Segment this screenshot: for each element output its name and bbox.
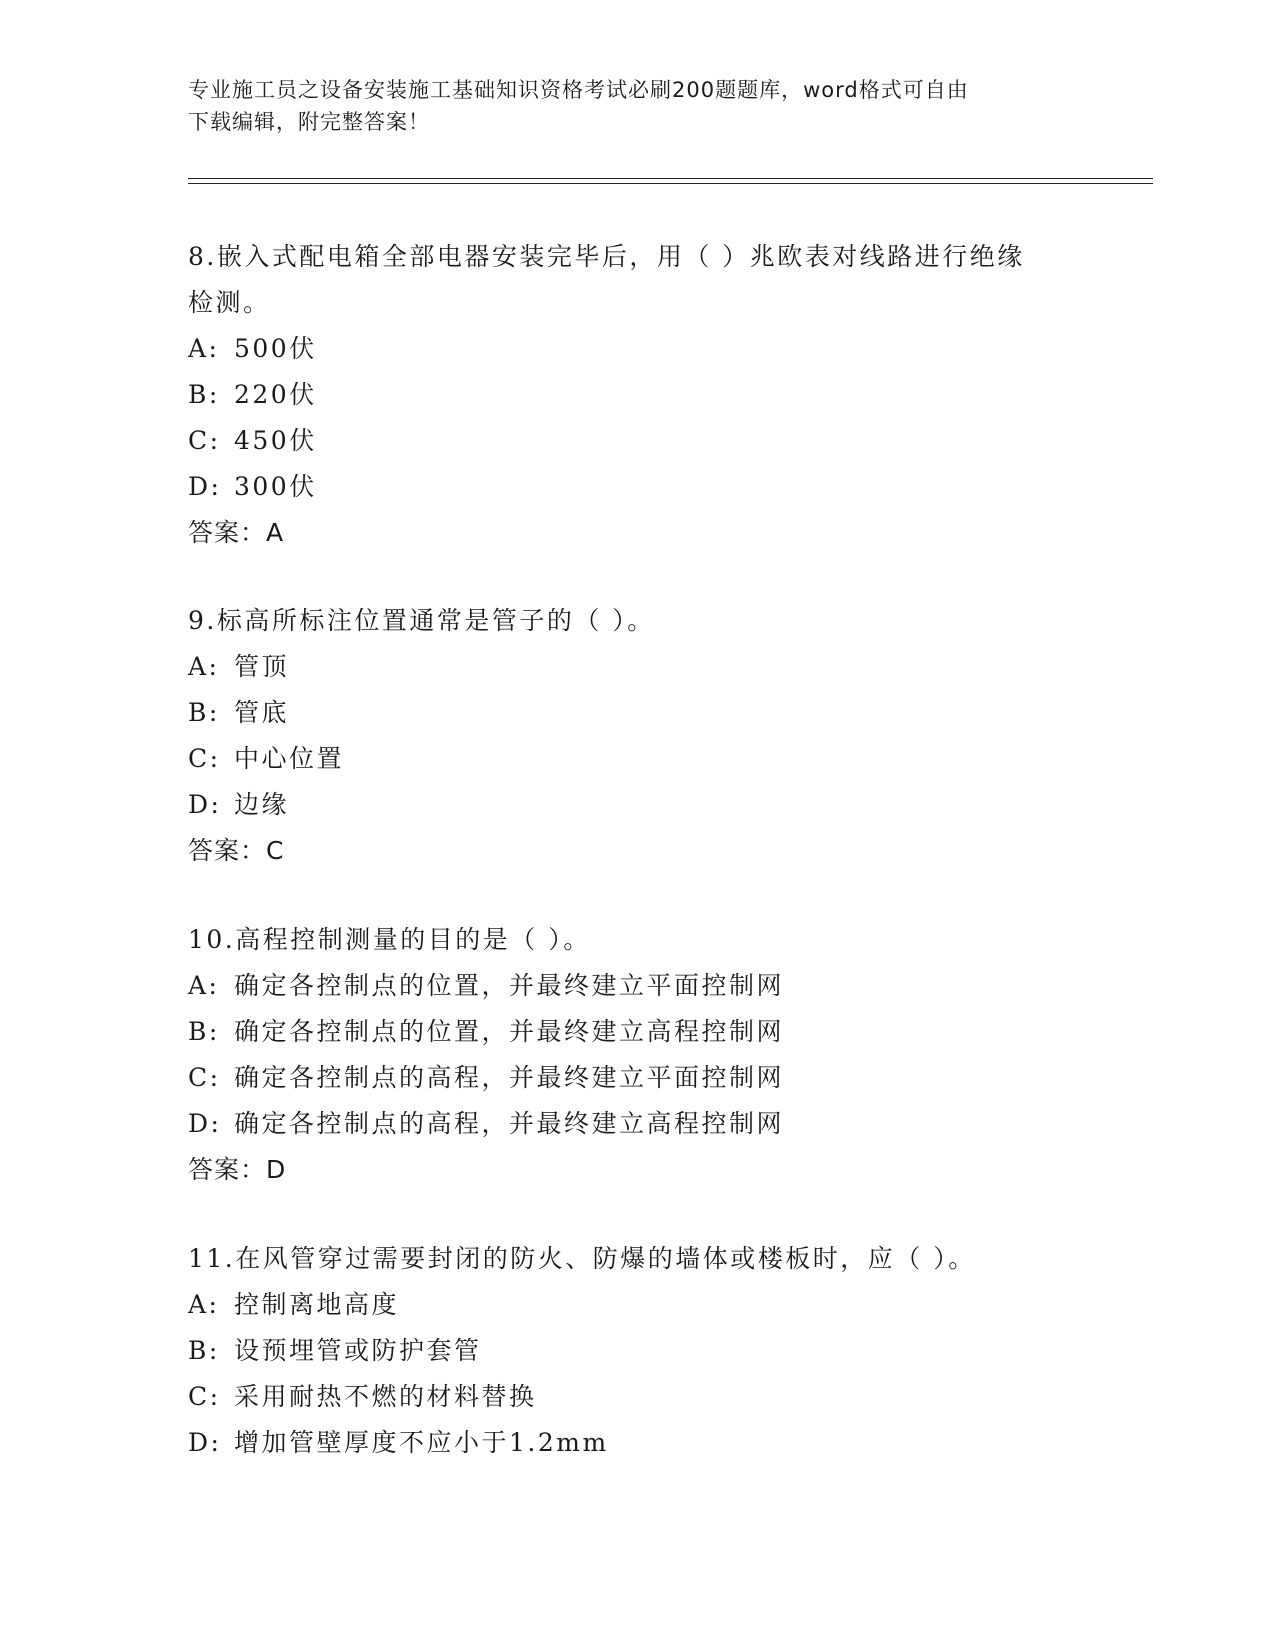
option-letter: A: (188, 334, 220, 363)
option-text: 确定各控制点的高程，并最终建立平面控制网 (234, 1063, 785, 1092)
option-letter: B: (188, 1336, 220, 1365)
option-c (188, 1374, 1088, 1420)
option-letter: C: (188, 1382, 221, 1411)
option-d (188, 1101, 1088, 1147)
option-d (188, 782, 1088, 828)
question-text (188, 234, 1088, 326)
option-text: 采用耐热不燃的材料替换 (234, 1382, 537, 1411)
option-a (188, 1282, 1088, 1328)
option-letter: A: (188, 971, 220, 1000)
question-8 (188, 234, 1088, 556)
option-c (188, 418, 1088, 464)
header-line-1: 专业施工员之设备安装施工基础知识资格考试必刷200题题库，word格式可自由 (188, 78, 969, 102)
option-text: 边缘 (234, 790, 290, 819)
option-letter: A: (188, 1290, 220, 1319)
option-text: 管底 (234, 698, 290, 727)
option-text: 确定各控制点的位置，并最终建立高程控制网 (234, 1017, 785, 1046)
option-letter: B: (188, 380, 220, 409)
document-header (188, 74, 1088, 138)
option-d (188, 464, 1088, 510)
option-text: 220伏 (234, 380, 317, 409)
option-letter: B: (188, 1017, 220, 1046)
option-text: 中心位置 (234, 744, 345, 773)
question-9 (188, 598, 1088, 874)
option-text: 450伏 (234, 426, 317, 455)
option-letter: C: (188, 744, 221, 773)
option-letter: D: (188, 790, 222, 819)
option-letter: C: (188, 1063, 221, 1092)
answer-line: 答案：D (188, 1155, 287, 1184)
option-text: 控制离地高度 (234, 1290, 400, 1319)
option-letter: D: (188, 472, 222, 501)
option-d (188, 1420, 1088, 1466)
answer-line: 答案：C (188, 836, 285, 865)
option-letter: A: (188, 652, 220, 681)
option-c (188, 736, 1088, 782)
answer-line: 答案：A (188, 518, 285, 547)
header-line-2: 下载编辑，附完整答案！ (188, 110, 430, 134)
question-text-line-2: 检测。 (188, 288, 271, 317)
option-text: 300伏 (234, 472, 317, 501)
option-text: 500伏 (234, 334, 317, 363)
option-b (188, 1009, 1088, 1055)
header-divider-top (188, 178, 1153, 179)
option-letter: D: (188, 1428, 222, 1457)
option-letter: B: (188, 698, 220, 727)
option-b (188, 1328, 1088, 1374)
option-a (188, 326, 1088, 372)
option-a (188, 963, 1088, 1009)
option-letter: C: (188, 426, 221, 455)
question-text: 11.在风管穿过需要封闭的防火、防爆的墙体或楼板时，应（ ）。 (188, 1244, 976, 1273)
header-divider-bottom (188, 183, 1153, 184)
option-text: 管顶 (234, 652, 290, 681)
question-text-line-1: 8.嵌入式配电箱全部电器安装完毕后，用（ ）兆欧表对线路进行绝缘 (188, 242, 1025, 271)
option-text: 设预埋管或防护套管 (234, 1336, 482, 1365)
option-c (188, 1055, 1088, 1101)
option-text: 确定各控制点的高程，并最终建立高程控制网 (234, 1109, 785, 1138)
option-text: 确定各控制点的位置，并最终建立平面控制网 (234, 971, 785, 1000)
option-b (188, 372, 1088, 418)
question-10 (188, 917, 1088, 1193)
question-text: 10.高程控制测量的目的是（ ）。 (188, 925, 591, 954)
option-text: 增加管壁厚度不应小于1.2mm (234, 1428, 609, 1457)
option-a (188, 644, 1088, 690)
option-b (188, 690, 1088, 736)
question-text: 9.标高所标注位置通常是管子的（ ）。 (188, 606, 655, 635)
option-letter: D: (188, 1109, 222, 1138)
question-11 (188, 1236, 1088, 1466)
